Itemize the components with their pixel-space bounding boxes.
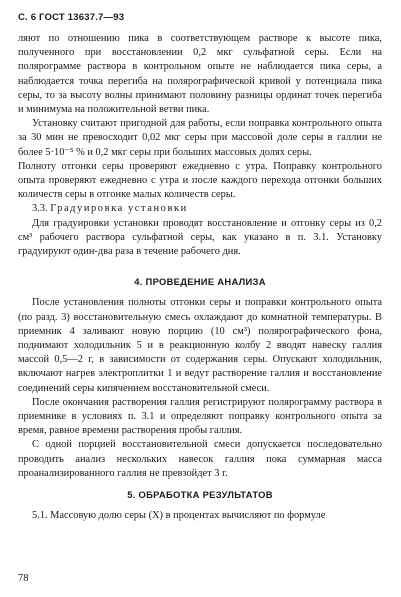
paragraph-sequential-analysis: С одной порцией восстановительной смеси допускается последовательно проводить анализ нескольких навесок галлия пока суммарная масса проанализированного галлия не превзойдет 3 г. <box>18 439 382 479</box>
paragraph-distillation-check: Полноту отгонки серы проверяют ежедневно с утра. Поправку контрольного опыта проверяют ежедневно с утра и после каждого перехода отгонки больших количеств серы в отгонке малых количеств серы. <box>18 160 382 201</box>
section-3-3-heading <box>18 202 382 216</box>
section-4-heading: 4. ПРОВЕДЕНИЕ АНАЛИЗА <box>134 276 266 288</box>
paragraph-setup-suitability: Установку считают пригодной для работы, если поправка контрольного опыта за 30 мин не превосходит 0,02 мкг серы при массовой доле серы в галлии не более 5·10⁻⁵ % и 0,2 мкг серы при больших массовых долях серы. <box>18 118 382 158</box>
document-body <box>18 32 382 524</box>
section-5-heading: 5. ОБРАБОТКА РЕЗУЛЬТАТОВ <box>127 489 273 501</box>
paragraph-polarogram-registration: После окончания растворения галлия регистрируют полярограмму раствора в приемнике в условиях п. 3.1 и определяют поправку контрольного опыта за время, равное времени растворения пробы галлия. <box>18 396 382 437</box>
section-3-3-title: Градуировка установки <box>50 203 188 215</box>
section-3-3-number: 3.3. <box>32 203 48 215</box>
paragraph-analysis-procedure: После установления полноты отгонки серы и поправки контрольного опыта (по разд. 3) восстановительную смесь охлаждают до комнатной температуры. В приемник 4 заливают новую порцию (10 см³) полярографического фона, поднимают холодильник 5 и в реакционную колбу 2 вводят навеску галлия массой 0,5—2 г, в зависимости от содержания серы. Опускают холодильник, включают нагрев электроплитки 1 и ведут растворение галлия и восстановление соединений серы кипячением восстановительной смеси. <box>18 297 382 394</box>
page-header: С. 6 ГОСТ 13637.7—93 <box>18 12 125 23</box>
paragraph-calibration: Для градуировки установки проводят восстановление и отгонку серы из 0,2 см³ рабочего раствора сульфатной серы, как указано в п. 3.1. Установку градуируют один-два раза в течение рабочего дня. <box>18 217 382 258</box>
page-number: 78 <box>18 573 29 584</box>
paragraph-peak-ratio: ляют по отношению пика в соответствующем растворе к высоте пика, полученного при восстановлении 0,2 мкг сульфатной серы. Если на полярограмме раствора в контрольном опыте не наблюдается пика серы, а наблюдается точка перегиба на полярографической кривой у потенциала пика серы, то за высоту волны принимают половину разницы ординат точек перегиба и минимума на положительной ветви пика. <box>18 33 382 116</box>
paragraph-5-1-formula-intro: 5.1. Массовую долю серы (X) в процентах вычисляют по формуле <box>32 510 326 522</box>
